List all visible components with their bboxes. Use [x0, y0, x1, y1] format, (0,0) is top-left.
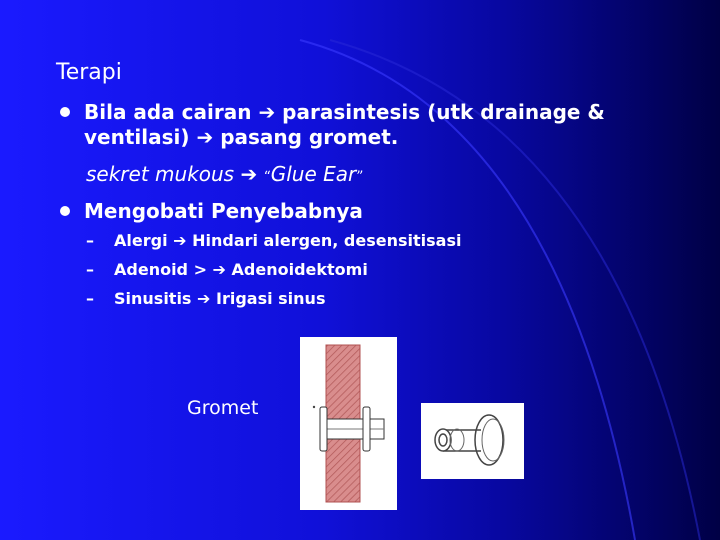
- sub-item-text: Adenoid > ➔ Adenoidektomi: [114, 260, 368, 279]
- gromet-in-eardrum-image: [300, 337, 397, 510]
- sub-item-text: Alergi ➔ Hindari alergen, desensitisasi: [114, 231, 462, 250]
- bullet-1-line-1: Bila ada cairan ➔ parasintesis (utk drainage &: [84, 100, 605, 124]
- sub-item-adenoid: [86, 260, 368, 279]
- bullet-1-note: [86, 162, 363, 186]
- dash-marker: –: [86, 289, 94, 308]
- image-caption: Gromet: [187, 397, 259, 419]
- note-text: sekret mukous ➔: [86, 162, 264, 186]
- gromet-tube-image: [421, 403, 524, 479]
- bullet-dot: [60, 107, 70, 117]
- sub-item-sinusitis: [86, 289, 325, 308]
- dash-marker: –: [86, 231, 94, 250]
- quote-close: ”: [356, 169, 364, 185]
- dash-marker: –: [86, 260, 94, 279]
- note-term: Glue Ear: [270, 162, 357, 186]
- bullet-1-line-2: ventilasi) ➔ pasang gromet.: [84, 125, 399, 149]
- bullet-dot: [60, 206, 70, 216]
- bullet-2: Mengobati Penyebabnya: [84, 199, 363, 223]
- sub-item-text: Sinusitis ➔ Irigasi sinus: [114, 289, 326, 308]
- sub-item-allergy: [86, 231, 461, 250]
- quote-open: “: [263, 169, 271, 185]
- slide-title: Terapi: [56, 60, 122, 85]
